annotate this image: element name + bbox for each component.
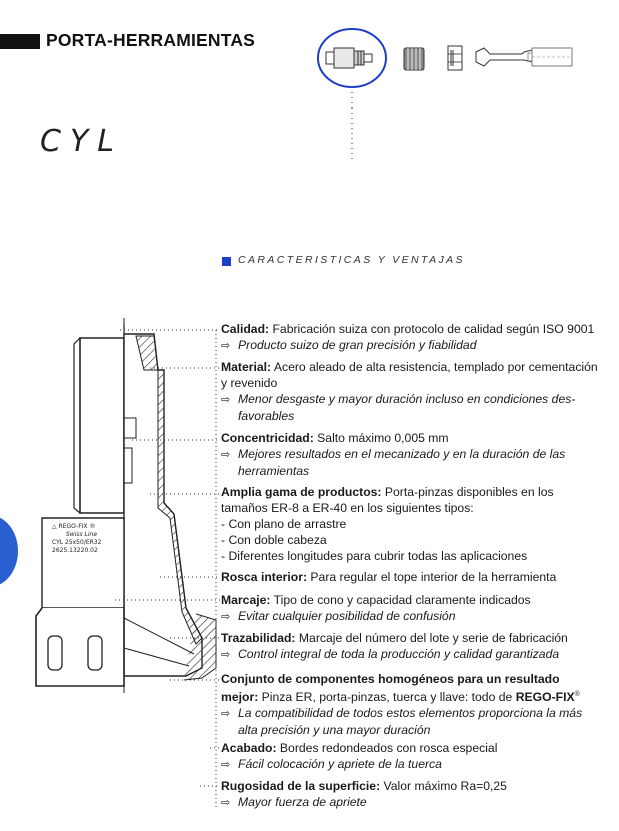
arrow-icon: ⇨ [221,797,231,809]
feature-conjunto [221,671,591,738]
feature-text: Valor máximo Ra=0,25 [383,779,507,793]
feature-title: Acabado: [221,741,277,755]
feature-title: Calidad: [221,322,270,336]
feature-rugosidad [221,778,591,811]
feature-text: Tipo de cono y capacidad claramente indicados [273,593,531,607]
product-name: CYL [40,124,123,159]
feature-benefit-cont: alta precisión y una mayor duración [238,723,431,738]
feature-title: Conjunto de componentes homogéneos para un resultado [221,672,560,686]
feature-title: Trazabilidad: [221,631,296,645]
feature-benefit: Mejores resultados en el mecanizado y en la duración de las [238,447,566,461]
feature-acabado [221,740,591,773]
registered-mark: ® [574,691,580,698]
arrow-icon: ⇨ [221,340,231,352]
feature-benefit: Control integral de toda la producción y calidad garantizada [238,647,560,661]
arrow-icon: ⇨ [221,611,231,623]
page-title: PORTA-HERRAMIENTAS [46,30,256,50]
engraving-brand: REGO-FIX [58,523,88,530]
feature-text: Porta-pinzas disponibles en los [384,485,554,499]
feature-concentricidad [221,430,591,479]
engraving-line: Swiss Line [66,531,98,538]
arrow-icon: ⇨ [221,759,231,771]
feature-subitem: - Con doble cabeza [221,533,327,547]
feature-material [221,359,598,424]
feature-subitem: - Con plano de arrastre [221,517,347,531]
arrow-icon: ⇨ [221,649,231,661]
feature-text: Para regular el tope interior de la herramienta [310,570,557,584]
feature-text-cont: tamaños ER-8 a ER-40 en los siguientes tipos: [221,501,474,515]
feature-benefit-cont: favorables [238,409,295,423]
feature-subitem: - Diferentes longitudes para cubrir todas las aplicaciones [221,549,528,563]
engraving-serial: 2625.13220.02 [52,547,98,554]
brand-name: REGO-FIX [515,690,575,705]
feature-title: Amplia gama de productos: [221,485,382,499]
feature-text: Salto máximo 0,005 mm [317,431,449,445]
feature-text: Marcaje del número del lote y serie de fabricación [298,631,568,645]
feature-rosca [221,569,591,585]
arrow-icon: ⇨ [221,449,231,461]
feature-gama [221,484,591,564]
tool-engraving: △ REGO-FIX ® Swiss Line CYL 25x50/ER32 2625.13220.02 [52,523,122,555]
section-title: CARACTERISTICAS Y VENTAJAS [238,254,465,266]
feature-marcaje [221,592,591,625]
feature-title: Marcaje: [221,593,271,607]
feature-text-cont: y revenido [221,376,278,390]
feature-trazabilidad [221,630,591,663]
feature-title: Concentricidad: [221,431,314,445]
feature-text: Bordes redondeados con rosca especial [279,741,498,755]
feature-title: Material: [221,360,272,374]
feature-title-cont: mejor: [221,690,259,705]
feature-text: Fabricación suiza con protocolo de calidad según ISO 9001 [272,322,595,336]
feature-benefit: Fácil colocación y apriete de la tuerca [238,757,442,771]
arrow-icon: ⇨ [221,394,231,406]
feature-text: Acero aleado de alta resistencia, templado por cementación [273,360,598,374]
feature-title: Rosca interior: [221,570,308,584]
feature-benefit: Menor desgaste y mayor duración incluso en condiciones des- [238,392,576,406]
feature-benefit: La compatibilidad de todos estos elementos proporciona la más [238,706,583,721]
feature-benefit: Evitar cualquier posibilidad de confusión [238,609,456,623]
feature-benefit-cont: herramientas [238,464,310,478]
feature-calidad [221,321,595,354]
feature-benefit: Producto suizo de gran precisión y fiabilidad [238,338,477,352]
feature-benefit: Mayor fuerza de apriete [238,795,367,809]
engraving-model: CYL 25x50/ER32 [52,539,102,546]
arrow-icon: ⇨ [221,708,231,721]
feature-text: Pinza ER, porta-pinzas, tuerca y llave: todo de [261,690,513,705]
feature-title: Rugosidad de la superficie: [221,779,381,793]
